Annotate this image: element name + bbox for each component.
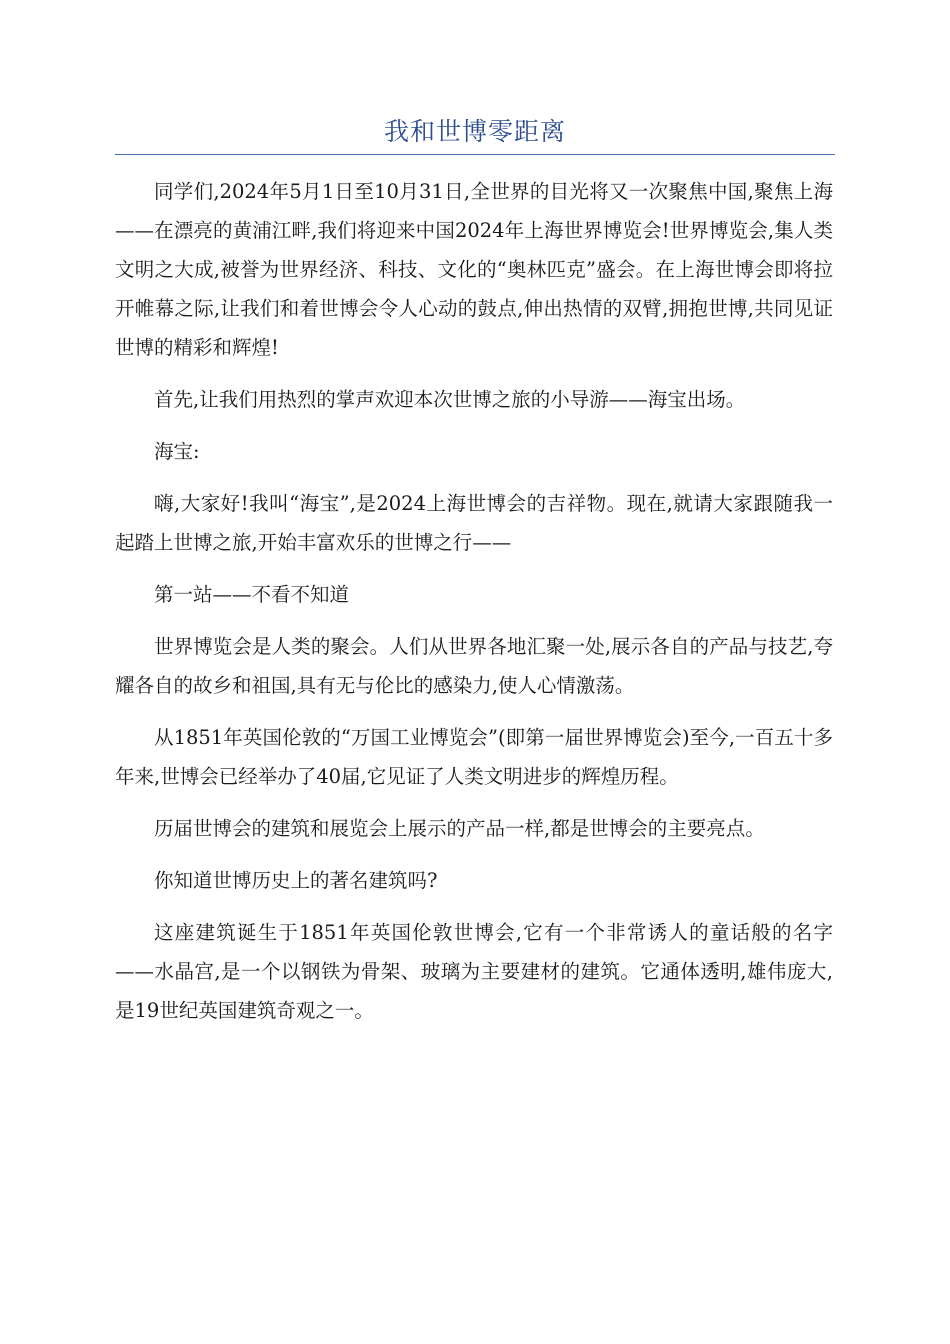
paragraph-expo-gathering: 世界博览会是人类的聚会。人们从世界各地汇聚一处,展示各自的产品与技艺,夸耀各自的故乡和祖国,具有无与伦比的感染力,使人心情激荡。: [115, 635, 833, 697]
title-underline: [115, 154, 835, 155]
paragraph-intro: 同学们,2024年5月1日至10月31日,全世界的目光将又一次聚焦中国,聚焦上海——在漂亮的黄浦江畔,我们将迎来中国2024年上海世界博览会!世界博览会,集人类文明之大成,被誉为世界经济、科技、文化的“奥林匹克”盛会。在上海世博会即将拉开帷幕之际,让我们和着世博会令人心动的鼓点,伸出热情的双臂,拥抱世博,共同见证世博的精彩和辉煌!: [115, 180, 833, 359]
paragraph-speaker: 海宝:: [154, 440, 200, 463]
document-title: 我和世博零距离: [383, 117, 566, 146]
paragraph-question: 你知道世博历史上的著名建筑吗?: [154, 869, 438, 892]
document-body: [115, 172, 833, 1043]
paragraph-expo-highlights: 历届世博会的建筑和展览会上展示的产品一样,都是世博会的主要亮点。: [154, 817, 765, 840]
paragraph-welcome: 首先,让我们用热烈的掌声欢迎本次世博之旅的小导游——海宝出场。: [154, 388, 746, 411]
paragraph-haibao-greeting: 嗨,大家好!我叫“海宝”,是2024上海世博会的吉祥物。现在,就请大家跟随我一起踏上世博之旅,开始丰富欢乐的世博之行——: [115, 492, 833, 554]
paragraph-section-heading: 第一站——不看不知道: [154, 583, 350, 606]
paragraph-crystal-palace: 这座建筑诞生于1851年英国伦敦世博会,它有一个非常诱人的童话般的名字——水晶宫,是一个以钢铁为骨架、玻璃为主要建材的建筑。它通体透明,雄伟庞大,是19世纪英国建筑奇观之一。: [115, 921, 833, 1022]
paragraph-expo-history: 从1851年英国伦敦的“万国工业博览会”(即第一届世界博览会)至今,一百五十多年来,世博会已经举办了40届,它见证了人类文明进步的辉煌历程。: [115, 726, 833, 788]
